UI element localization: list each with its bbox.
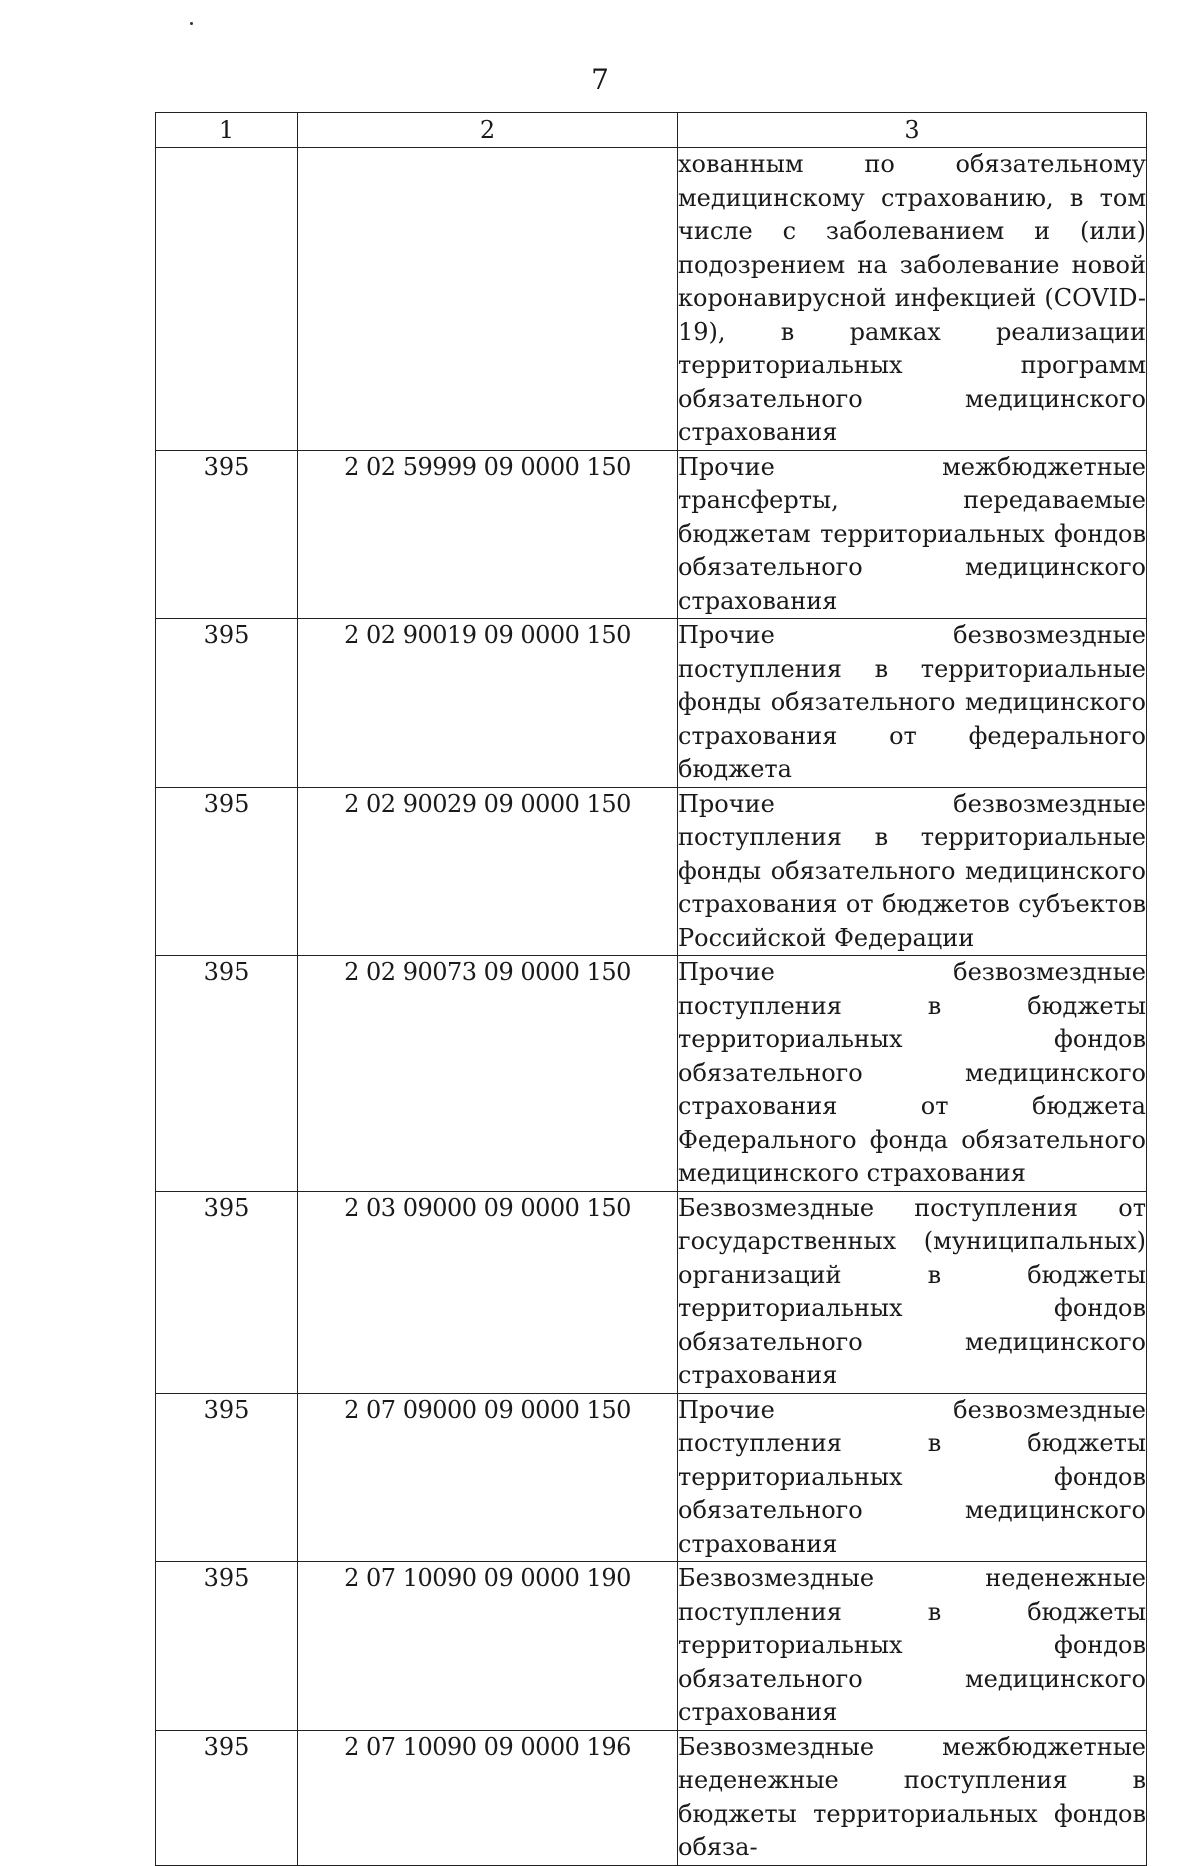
table-row (156, 1730, 1147, 1865)
budget-code-cell (298, 148, 678, 451)
table-row (156, 787, 1147, 956)
table-row (156, 148, 1147, 451)
description-cell: Прочие безвозмездные поступления в территориальные фонды обязательного медицинского страхования от федерального бюджета (678, 619, 1147, 788)
budget-code-cell: 2 02 59999 09 0000 150 (298, 450, 678, 619)
budget-code-cell: 2 02 90019 09 0000 150 (298, 619, 678, 788)
admin-code-cell: 395 (156, 787, 298, 956)
column-header-3: 3 (678, 113, 1147, 148)
admin-code-cell: 395 (156, 1730, 298, 1865)
table-row (156, 1393, 1147, 1562)
table-row (156, 1562, 1147, 1731)
admin-code-cell: 395 (156, 956, 298, 1192)
table-row (156, 1191, 1147, 1393)
budget-code-cell: 2 07 10090 09 0000 190 (298, 1562, 678, 1731)
column-header-1: 1 (156, 113, 298, 148)
description-cell: Прочие безвозмездные поступления в бюджеты территориальных фондов обязательного медицинского страхования от бюджета Федерального фонда обязательного медицинского страхования (678, 956, 1147, 1192)
description-cell: Прочие безвозмездные поступления в территориальные фонды обязательного медицинского страхования от бюджетов субъектов Российской Федерации (678, 787, 1147, 956)
description-cell: Безвозмездные неденежные поступления в бюджеты территориальных фондов обязательного медицинского страхования (678, 1562, 1147, 1731)
table-row (156, 619, 1147, 788)
description-cell: Безвозмездные межбюджетные неденежные поступления в бюджеты территориальных фондов обяза- (678, 1730, 1147, 1865)
page-number: 7 (591, 63, 609, 96)
description-cell: хованным по обязательному медицинскому страхованию, в том числе с заболеванием и (или) подозрением на заболевание новой коронавирусной инфекцией (COVID-19), в рамках реализации территориальных программ обязательного медицинского страхования (678, 148, 1147, 451)
budget-code-cell: 2 07 10090 09 0000 196 (298, 1730, 678, 1865)
admin-code-cell: 395 (156, 1191, 298, 1393)
budget-code-cell: 2 03 09000 09 0000 150 (298, 1191, 678, 1393)
table-row (156, 956, 1147, 1192)
revenue-codes-table (155, 112, 1147, 1866)
description-cell: Прочие межбюджетные трансферты, передаваемые бюджетам территориальных фондов обязательного медицинского страхования (678, 450, 1147, 619)
budget-code-cell: 2 02 90073 09 0000 150 (298, 956, 678, 1192)
table-header-row (156, 113, 1147, 148)
admin-code-cell: 395 (156, 1562, 298, 1731)
description-cell: Безвозмездные поступления от государственных (муниципальных) организаций в бюджеты территориальных фондов обязательного медицинского страхования (678, 1191, 1147, 1393)
table-row (156, 450, 1147, 619)
admin-code-cell: 395 (156, 1393, 298, 1562)
scan-speck (190, 22, 193, 25)
budget-code-cell: 2 07 09000 09 0000 150 (298, 1393, 678, 1562)
column-header-2: 2 (298, 113, 678, 148)
admin-code-cell: 395 (156, 619, 298, 788)
description-cell: Прочие безвозмездные поступления в бюджеты территориальных фондов обязательного медицинского страхования (678, 1393, 1147, 1562)
admin-code-cell: 395 (156, 450, 298, 619)
budget-code-cell: 2 02 90029 09 0000 150 (298, 787, 678, 956)
admin-code-cell (156, 148, 298, 451)
